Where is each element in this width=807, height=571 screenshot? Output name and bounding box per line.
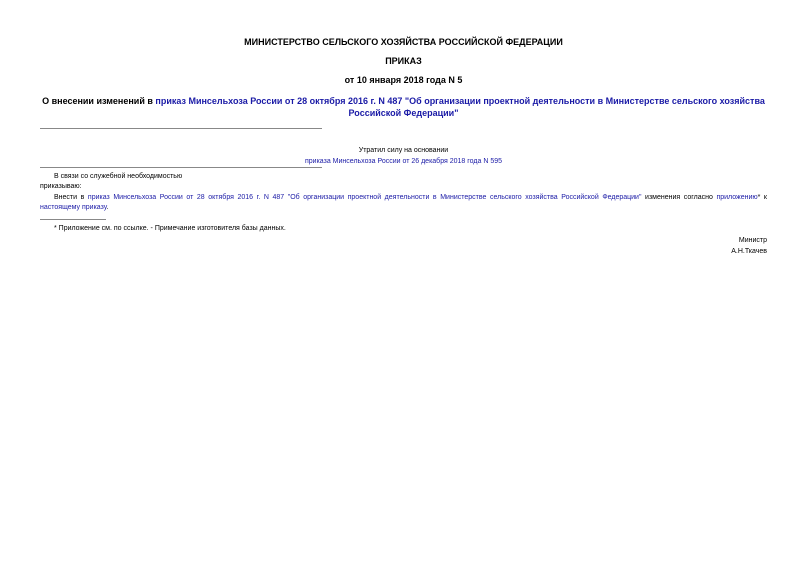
p3-text: * к [757,194,767,201]
divider [40,128,322,129]
amended-order-link[interactable]: приказ Минсельхоза России от 28 октября 2016 г. N 487 "Об организации проектной деятельности в Министерстве сельского хозяйства Российской Федерации" [87,194,642,201]
divider [40,167,322,168]
p3-text: . [106,204,109,211]
p3-text: изменения согласно [641,194,717,201]
appendix-link[interactable]: приложению [716,194,758,201]
p3-text: Внести в [54,194,88,201]
ministry-name: МИНИСТЕРСТВО СЕЛЬСКОГО ХОЗЯЙСТВА РОССИЙСКОЙ ФЕДЕРАЦИИ [244,37,563,47]
document-type: ПРИКАЗ [385,56,422,66]
subject-prefix: О внесении изменений в [42,96,156,106]
body-paragraph: В связи со служебной необходимостью [54,173,183,180]
subject-order-link[interactable]: приказ Минсельхоза России от 28 октября 2016 г. N 487 "Об организации проектной деятельности в Министерстве сельского хозяйства Российской Федерации" [155,96,765,118]
signatory-name: А.Н.Ткачев [731,248,767,255]
signatory-title: Министр [738,237,767,244]
status-note-text: Утратил силу на основании [358,147,449,154]
repeal-order-link[interactable]: приказа Минсельхоза России от 26 декабря 2018 года N 595 [305,158,502,165]
document-date: от 10 января 2018 года N 5 [344,75,463,85]
footnote-divider [40,219,106,220]
footnote: * Приложение см. по ссылке. - Примечание изготовителя базы данных. [54,225,286,232]
document-subject [40,95,767,119]
body-paragraph: приказываю: [40,183,82,190]
status-note [40,145,767,167]
body-paragraph-main [40,193,767,213]
this-order-link[interactable]: настоящему приказу [40,204,107,211]
